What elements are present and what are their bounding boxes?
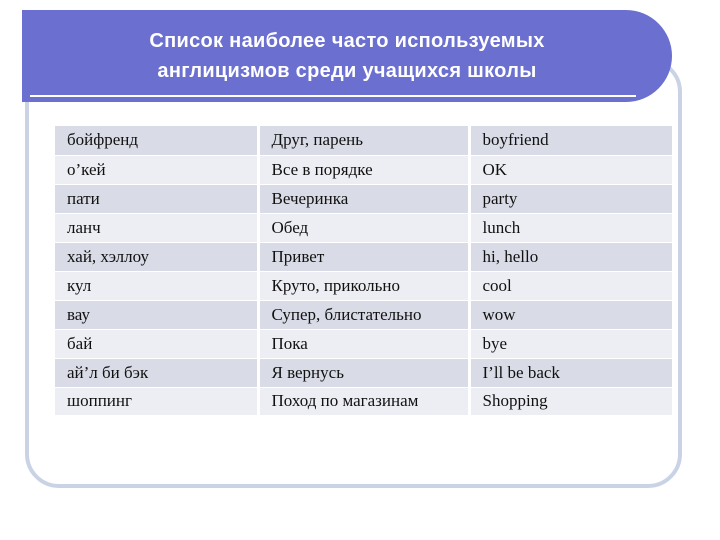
english-cell: wow	[469, 300, 672, 329]
anglicism-cell: бай	[55, 329, 258, 358]
english-cell: cool	[469, 271, 672, 300]
anglicism-cell: вау	[55, 300, 258, 329]
page-title-line-1: Список наиболее часто используемых	[149, 30, 545, 52]
meaning-cell: Поход по магазинам	[258, 387, 469, 415]
anglicisms-table	[55, 126, 672, 416]
meaning-cell: Вечеринка	[258, 184, 469, 213]
english-cell: OK	[469, 155, 672, 184]
table-row	[55, 126, 672, 155]
anglicism-cell: хай, хэллоу	[55, 242, 258, 271]
meaning-cell: Круто, прикольно	[258, 271, 469, 300]
anglicism-cell: шоппинг	[55, 387, 258, 415]
meaning-cell: Обед	[258, 213, 469, 242]
anglicism-cell: пати	[55, 184, 258, 213]
table-row	[55, 213, 672, 242]
english-cell: I’ll be back	[469, 358, 672, 387]
english-cell: bye	[469, 329, 672, 358]
meaning-cell: Я вернусь	[258, 358, 469, 387]
anglicism-cell: кул	[55, 271, 258, 300]
table-row	[55, 358, 672, 387]
table-row	[55, 387, 672, 415]
table-row	[55, 184, 672, 213]
english-cell: Shopping	[469, 387, 672, 415]
english-cell: party	[469, 184, 672, 213]
anglicism-cell: о’кей	[55, 155, 258, 184]
english-cell: boyfriend	[469, 126, 672, 155]
meaning-cell: Пока	[258, 329, 469, 358]
title-bar	[22, 10, 672, 102]
title-divider	[30, 95, 636, 97]
table-row	[55, 271, 672, 300]
anglicism-cell: ланч	[55, 213, 258, 242]
anglicism-cell: бойфренд	[55, 126, 258, 155]
meaning-cell: Супер, блистательно	[258, 300, 469, 329]
table-row	[55, 242, 672, 271]
meaning-cell: Все в порядке	[258, 155, 469, 184]
anglicism-cell: ай’л би бэк	[55, 358, 258, 387]
english-cell: lunch	[469, 213, 672, 242]
table-row	[55, 329, 672, 358]
english-cell: hi, hello	[469, 242, 672, 271]
table-row	[55, 155, 672, 184]
page-title-line-2: англицизмов среди учащихся школы	[157, 60, 537, 82]
meaning-cell: Привет	[258, 242, 469, 271]
meaning-cell: Друг, парень	[258, 126, 469, 155]
table-row	[55, 300, 672, 329]
